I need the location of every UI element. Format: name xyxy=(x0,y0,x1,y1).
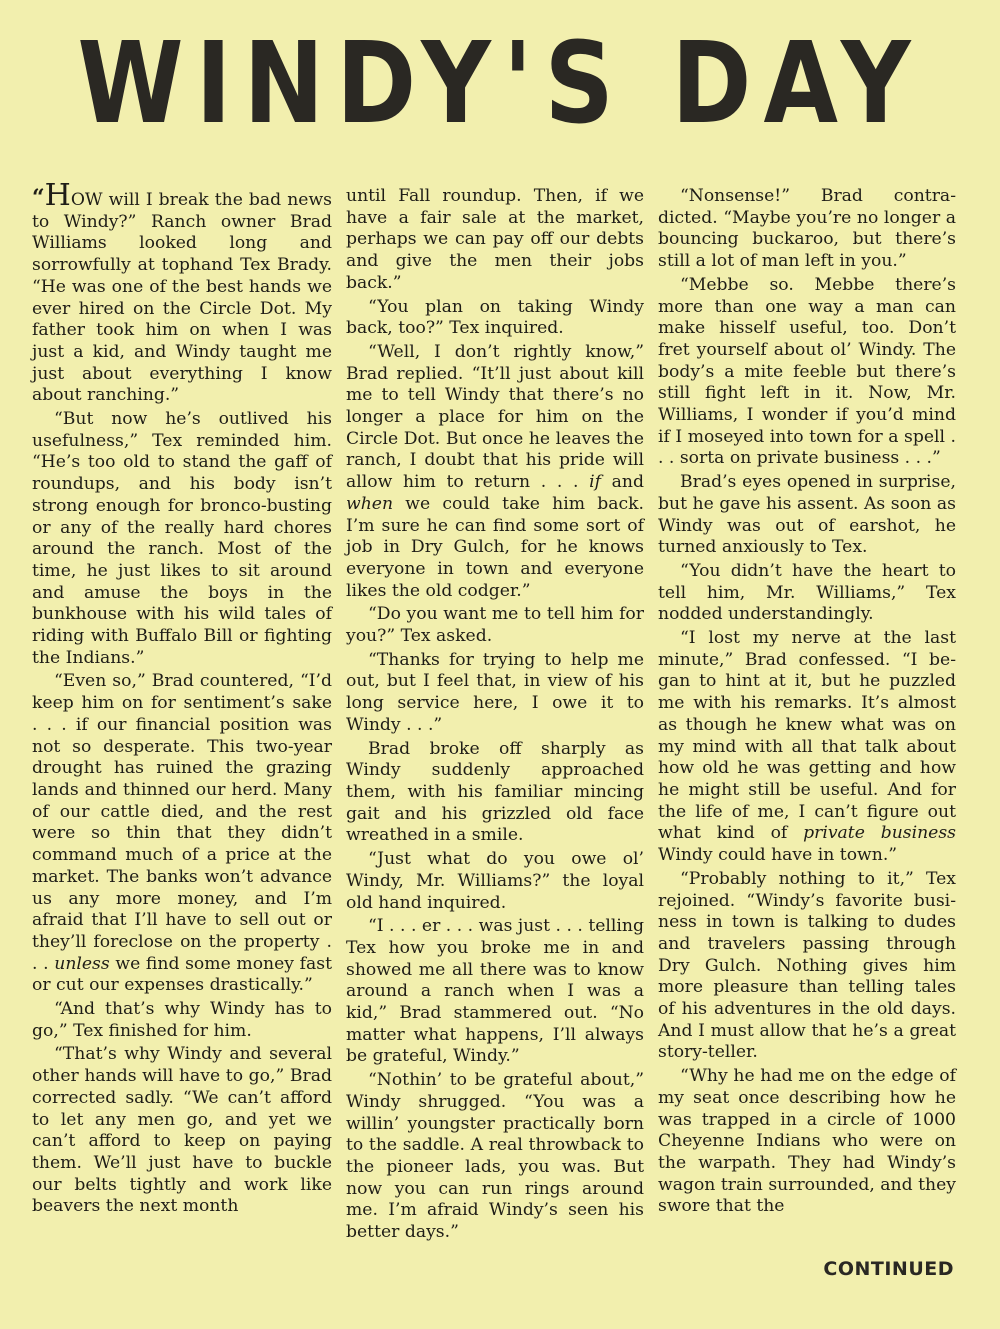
emphasis-text: unless xyxy=(54,953,110,974)
paragraph: Brad broke off sharply as Windy suddenly approached them, with his familiar mincing gait and his grizzled old face wreathed in a smile. xyxy=(346,738,644,846)
paragraph: “Probably nothing to it,” Tex rejoined. “Windy’s favorite business in town is talking to dudes and travelers passing through Dry Gulch. Nothing gives him more pleasure than telling tales of his adventures in the old days. And I must allow that he’s a great story-teller. xyxy=(658,868,956,1063)
continued-label: CONTINUED xyxy=(823,1258,954,1280)
paragraph: “Nothin’ to be grateful about,” Windy shrugged. “You was a willin’ youngster practically born to the saddle. A real throwback to the pioneer lads, you was. But now you can run rings around me. I’m afraid Windy’s seen his better days.” xyxy=(346,1070,644,1243)
paragraph-text: Windy could have in town.” xyxy=(658,845,898,866)
paragraph: “But now he’s outlived his usefulness,” Tex reminded him. “He’s too old to stand the gaff of roundups, and his body isn’t strong enough for bronco-busting or any of the really hard chores around the ranch. Most of the time, he just likes to sit around and amuse the boys in the bunkhouse with his wild tales of riding with Buffalo Bill or fighting the Indians.” xyxy=(32,409,332,668)
paragraph-text: “Well, I don’t rightly know,” Brad replied. “It’ll just about kill me to tell Windy that there’s no longer a place for him on the Circle Dot. But once he leaves the ranch, I doubt that his pride will allow him to return . . . xyxy=(346,341,644,493)
story-title: WINDY'S DAY xyxy=(77,19,923,149)
paragraph: “Why he had me on the edge of my seat once describing how he was trapped in a circle of 1000 Cheyenne Indians who were on the warpath. They had Windy’s wagon train surrounded, and they swore that the xyxy=(658,1066,956,1217)
drop-cap: H xyxy=(44,178,71,213)
paragraph-text: OW will I break the bad news to Windy?” Ranch owner Brad Williams looked long and sorrowfully at tophand Tex Brady. “He was one of the best hands we ever hired on the Circle Dot. My father took him on when I was just a kid, and Windy taught me just about everything I know about ranching.” xyxy=(32,190,332,406)
emphasis-text: private business xyxy=(803,823,956,844)
emphasis-text: if xyxy=(589,472,601,493)
paragraph: “Just what do you owe ol’ Windy, Mr. Williams?” the loyal old hand inquired. xyxy=(346,849,644,913)
paragraph xyxy=(658,628,956,867)
paragraph-text: we find some money fast or cut our expenses drastically.” xyxy=(32,953,332,996)
paragraph: “Do you want me to tell him for you?” Tex asked. xyxy=(346,604,644,647)
paragraph-text: and xyxy=(601,472,644,493)
text-column-1 xyxy=(32,178,332,1220)
paragraph xyxy=(32,671,332,997)
paragraph: “Thanks for trying to help me out, but I feel that, in view of his long service here, I owe it to Windy . . .” xyxy=(346,649,644,735)
paragraph: “Nonsense!” Brad contradicted. “Maybe you’re no longer a bouncing buckaroo, but there’s still a lot of man left in you.” xyxy=(658,186,956,272)
emphasis-text: when xyxy=(346,493,394,514)
paragraph: “Mebbe so. Mebbe there’s more than one way a man can make hisself useful, too. Don’t fret yourself about ol’ Windy. The body’s a mite feeble but there’s still fight left in it. Now, Mr. Williams, I wonder if you’d mind if I moseyed into town for a spell . . . sorta on private business . . .” xyxy=(658,274,956,469)
paragraph: “And that’s why Windy has to go,” Tex finished for him. xyxy=(32,999,332,1041)
paragraph xyxy=(32,178,332,407)
paragraph: “That’s why Windy and several other hands will have to go,” Brad corrected sadly. “We can’t afford to let any men go, and yet we can’t afford to keep on paying them. We’ll just have to buckle our belts tightly and work like beavers the next month xyxy=(32,1044,332,1217)
paragraph xyxy=(346,342,644,602)
text-column-2 xyxy=(346,186,644,1246)
paragraph: until Fall roundup. Then, if we have a fair sale at the market, perhaps we can pay off our debts and give the men their jobs back.” xyxy=(346,186,644,293)
paragraph: “You didn’t have the heart to tell him, Mr. Williams,” Tex nodded understandingly. xyxy=(658,560,956,625)
paragraph: “I . . . er . . . was just . . . telling Tex how you broke me in and showed me all there was to know around a ranch when I was a kid,” Brad stammered out. “No matter what happens, I’ll always be grateful, Windy.” xyxy=(346,916,644,1067)
opening-quote: “ xyxy=(32,185,45,211)
paragraph: “You plan on taking Windy back, too?” Tex inquired. xyxy=(346,296,644,339)
paragraph: Brad’s eyes opened in surprise, but he gave his assent. As soon as Windy was out of earshot, he turned anxiously to Tex. xyxy=(658,472,956,558)
paragraph-text: we could take him back. I’m sure he can find some sort of job in Dry Gulch, for he knows everyone in town and everyone likes the old codger.” xyxy=(346,493,644,601)
paragraph-text: “I lost my nerve at the last minute,” Brad confessed. “I began to hint at it, but he puzzled me with his remarks. It’s almost as though he knew what was on my mind with all that talk about how old he was getting and how he might still be useful. And for the life of me, I can’t figure out what kind of xyxy=(658,628,956,844)
text-column-3 xyxy=(658,186,956,1220)
paragraph-text: “Even so,” Brad countered, “I’d keep him on for sentiment’s sake . . . if our financial position was not so desperate. This two-year drought has ruined the grazing lands and thinned our herd. Many of our cattle died, and the rest were so thin that they didn’t command much of a price at the market. The banks won’t advance us any more money, and I’m afraid that I’ll have to sell out or they’ll foreclose on the property . . . xyxy=(32,671,332,974)
